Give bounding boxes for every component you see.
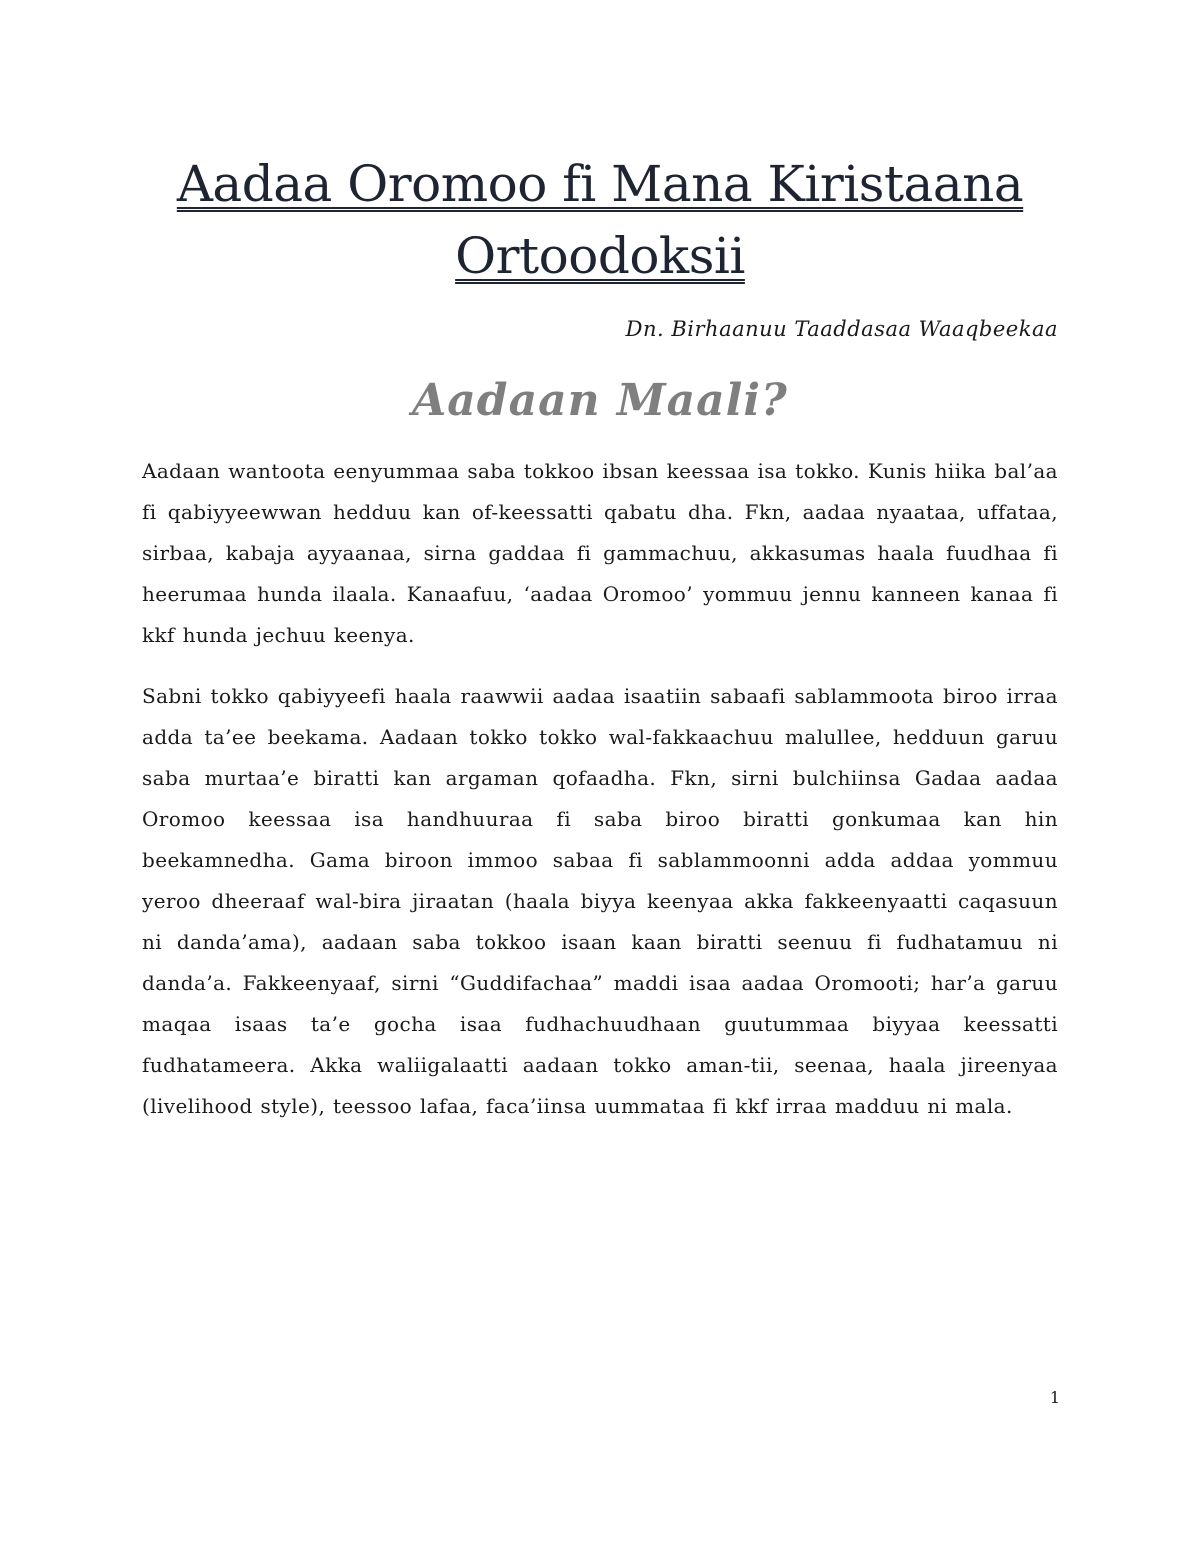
body-paragraph-2: Sabni tokko qabiyyeefi haala raawwii aadaa isaatiin sabaafi sablammoota biroo irraa adda ta’ee beekama. Aadaan tokko tokko wal-fakkaachuu malullee, hedduun garuu saba murtaa’e biratti kan argaman qofaadha. Fkn, sirni bulchiinsa Gadaa aadaa Oromoo keessaa isa handhuuraa fi saba biroo biratti gonkumaa kan hin beekamnedha. Gama biroon immoo sabaa fi sablammoonni adda addaa yommuu yeroo dheeraaf wal-bira jiraatan (haala biyya keenyaa akka fakkeenyaatti caqasuun ni danda’ama), aadaan saba tokkoo isaan kaan biratti seenuu fi fudhatamuu ni danda’a. Fakkeenyaaf, sirni “Guddifachaa” maddi isaa aadaa Oromooti; har’a garuu maqaa isaas ta’e gocha isaa fudhachuudhaan guutummaa biyyaa keessatti fudhatameera. Akka waliigalaatti aadaan tokko aman-tii, seenaa, haala jireenyaa (livelihood style), teessoo lafaa, faca’iinsa uummataa fi kkf irraa madduu ni mala. [142, 684, 1058, 1118]
document-title: Aadaa Oromoo fi Mana Kiristaana Ortoodoksii [176, 155, 1024, 285]
body-paragraph-1: Aadaan wantoota eenyummaa saba tokkoo ibsan keessaa isa tokko. Kunis hiika bal’aa fi qabiyyeewwan hedduu kan of-keessatti qabatu dha. Fkn, aadaa nyaataa, uffataa, sirbaa, kabaja ayyaanaa, sirna gaddaa fi gammachuu, akkasumas haala fuudhaa fi heerumaa hunda ilaala. Kanaafuu, ‘aadaa Oromoo’ yommuu jennu kanneen kanaa fi kkf hunda jechuu keenya. [142, 459, 1058, 647]
author-name: Dn. Birhaanuu Taaddasaa Waaqbeekaa [625, 317, 1058, 341]
page-number: 1 [1049, 1388, 1060, 1407]
section-heading: Aadaan Maali? [412, 375, 788, 426]
